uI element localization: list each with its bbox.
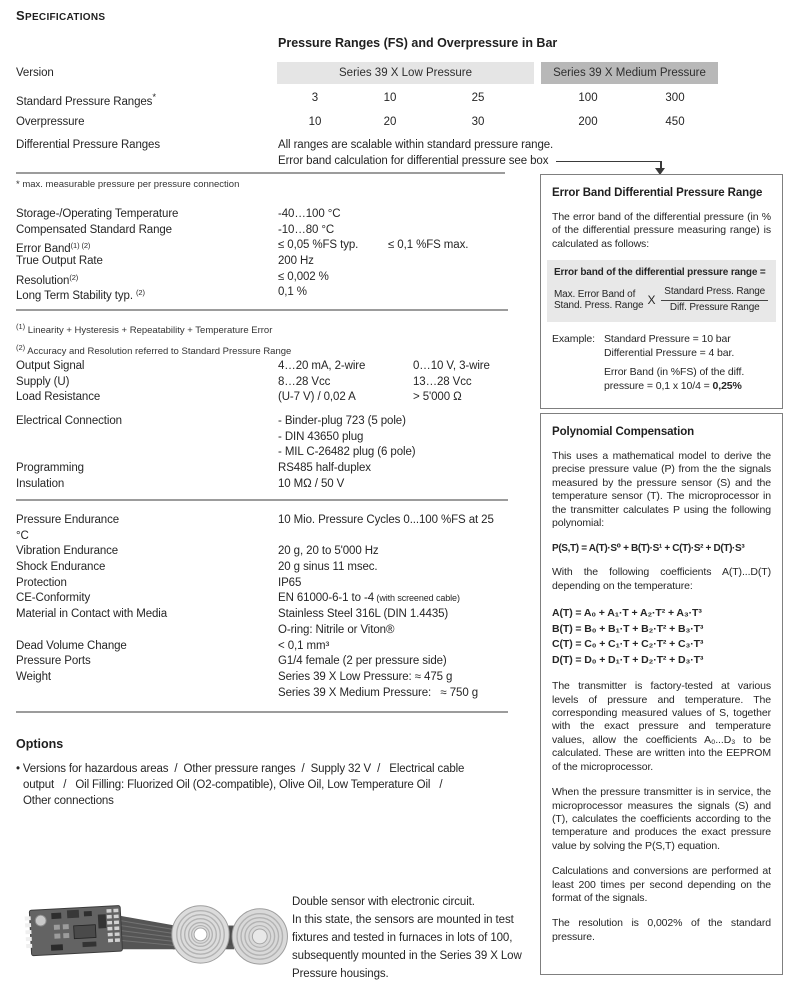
- overpressure-value: 10: [308, 116, 322, 128]
- spec-row: - DIN 43650 plug: [278, 430, 364, 443]
- std-range-value: 300: [665, 92, 685, 104]
- overpressure-value: 450: [665, 116, 685, 128]
- medium-pressure-header: Series 39 X Medium Pressure: [541, 62, 718, 84]
- differential-label: Differential Pressure Ranges: [16, 139, 161, 151]
- spec-footnotes: [16, 318, 291, 360]
- differential-note-2: Error band calculation for differential pressure see box: [278, 155, 662, 167]
- error-band-formula-box: [547, 260, 776, 322]
- pressure-table-title: Pressure Ranges (FS) and Overpressure in Bar: [278, 36, 558, 50]
- spec-row: Programming RS485 half-duplex: [16, 462, 371, 475]
- overpressure-value: 20: [383, 116, 397, 128]
- options-line: • Versions for hazardous areas / Other pressure ranges / Supply 32 V / Electrical cable: [16, 763, 465, 775]
- caption-line: Pressure housings.: [292, 968, 389, 980]
- page-title: SPECIFICATIONS: [16, 8, 106, 23]
- spec-row: - MIL C-26482 plug (6 pole): [278, 446, 416, 459]
- error-band-intro: The error band of the differential pressure (in % of the differential pressure measuring range) is calculated as follows:: [552, 211, 771, 250]
- spec-row: Resolution$^{(2)}$ ≤ 0,002 %: [16, 270, 329, 287]
- polynomial-box-title: Polynomial Compensation: [552, 426, 695, 438]
- spec-row: Vibration Endurance 20 g, 20 to 5'000 Hz: [16, 545, 379, 558]
- footnote-line: $^{(2)}$ Accuracy and Resolution referred to Standard Pressure Range: [16, 343, 292, 357]
- arrow-line: [556, 161, 662, 163]
- low-pressure-header: Series 39 X Low Pressure: [277, 62, 534, 84]
- std-range-value: 25: [471, 92, 485, 104]
- sensor-photo: [24, 888, 292, 972]
- sensor-caption: [292, 893, 522, 983]
- polynomial-para: Calculations and conversions are performed at least 200 times per second depending on the format of the signals.: [552, 865, 771, 904]
- formula-heading: Error band of the differential pressure range =: [554, 267, 766, 279]
- spec-row: Electrical Connection - Binder-plug 723 (5 pole): [16, 415, 406, 428]
- options-line: Other connections: [23, 795, 114, 807]
- version-label: Version: [16, 67, 54, 79]
- overpressure-value: 30: [471, 116, 485, 128]
- options-line: output / Oil Filling: Fluorized Oil (O2-compatible), Olive Oil, Low Temperature Oil /: [23, 779, 443, 791]
- spec-row: Dead Volume Change < 0,1 mm³: [16, 639, 330, 652]
- polynomial-para: When the pressure transmitter is in service, the microprocessor measures the signals (S) and (T), calculates the coefficients according to the temperature and produces the exact pressure value by solving the P(S,T) equation.: [552, 786, 771, 852]
- formula-row: [554, 286, 769, 314]
- spec-row: Material in Contact with Media Stainless Steel 316L (DIN 1.4435): [16, 608, 449, 621]
- error-band-box: [540, 174, 783, 409]
- spec-row: Load Resistance (U-7 V) / 0,02 A > 5'000 Ω: [16, 391, 462, 404]
- spec-row: True Output Rate 200 Hz: [16, 255, 314, 268]
- multiply-sign: X: [647, 293, 656, 308]
- polynomial-para: The transmitter is factory-tested at various levels of pressure and temperature. The corresponding measured values of S, together with the exact pressure and temperature values, allow the coefficients A₀...D₃ to be calculated. These are written into the EEPROM of the microprocessor.: [552, 680, 771, 773]
- spec-row: Supply (U) 8…28 Vcc 13…28 Vcc: [16, 375, 472, 388]
- section-divider: [16, 499, 508, 501]
- spec-row: Insulation 10 MΩ / 50 V: [16, 477, 345, 490]
- error-band-example: Example: Standard Pressure = 10 bar Differential Pressure = 4 bar. Error Band (in %FS) of the diff. pressure = 0,1 x 10/4 = 0,25%: [552, 333, 745, 392]
- spec-row: O-ring: Nitrile or Viton®: [278, 623, 395, 636]
- table-footnote: * max. measurable pressure per pressure connection: [16, 179, 240, 190]
- caption-line: subsequently mounted in the Series 39 X Low: [292, 950, 522, 962]
- specs-electrical-section: [16, 359, 531, 493]
- section-divider: [16, 309, 508, 311]
- differential-note-1: All ranges are scalable within standard pressure range.: [278, 139, 554, 151]
- spec-row: Shock Endurance 20 g sinus 11 msec.: [16, 561, 378, 574]
- spec-row: Output Signal 4…20 mA, 2-wire 0…10 V, 3-wire: [16, 360, 490, 372]
- specs-general-section: [16, 207, 531, 301]
- overpressure-value: 200: [578, 116, 598, 128]
- spec-row: Long Term Stability typ. $^{(2)}$ 0,1 %: [16, 286, 307, 303]
- spec-row: Protection IP65: [16, 576, 302, 589]
- polynomial-para: The resolution is 0,002% of the standard pressure.: [552, 917, 771, 943]
- spec-row: Weight Series 39 X Low Pressure: ≈ 475 g: [16, 670, 453, 683]
- caption-line: In this state, the sensors are mounted in test: [292, 914, 514, 926]
- spec-row: °C: [16, 529, 29, 542]
- options-list: [16, 761, 536, 809]
- footnote-line: $^{(1)}$ Linearity + Hysteresis + Repeatability + Temperature Error: [16, 322, 273, 336]
- spec-row: Storage-/Operating Temperature -40…100 °C: [16, 208, 341, 220]
- polynomial-para: This uses a mathematical model to derive the precise pressure value (P) from the the signals measured by the pressure sensor (S) and the temperature sensor (T). The microprocessor in the transmitter calculates P using the following polynomial:: [552, 450, 771, 530]
- formula-factor: Max. Error Band of Stand. Press. Range: [554, 288, 644, 312]
- spec-row: Error Band$^{(1) (2)}$ ≤ 0,05 %FS typ. ≤ 0,1 %FS max.: [16, 239, 469, 256]
- formula-fraction: $\frac{\text{Standard Press. Range}}{\text{Diff. Pressure Range}}$: [661, 286, 768, 314]
- polynomial-para: With the following coefficients A(T)...D(T) depending on the temperature:: [552, 566, 771, 592]
- overpressure-label: Overpressure: [16, 116, 85, 128]
- spec-row: Pressure Endurance 10 Mio. Pressure Cycles 0...100 %FS at 25: [16, 514, 494, 526]
- specs-mechanical-section: [16, 513, 531, 701]
- spec-row: Pressure Ports G1/4 female (2 per pressure side): [16, 655, 447, 668]
- std-range-value: 100: [578, 92, 598, 104]
- spec-row: CE-Conformity EN 61000-6-1 to -4 (with screened cable): [16, 592, 460, 605]
- std-range-value: 10: [383, 92, 397, 104]
- std-range-value: 3: [311, 92, 319, 104]
- coefficient-equations: A(T) = A₀ + A₁·T + A₂·T² + A₃·T³ B(T) = B₀ + B₁·T + B₂·T² + B₃·T³ C(T) = C₀ + C₁·T + C₂·T² + C₃·T³ D(T) = D₀ + D₁·T + D₂·T² + D₃·T³: [552, 607, 704, 666]
- spec-row: Compensated Standard Range -10…80 °C: [16, 223, 335, 236]
- caption-line: fixtures and tested in furnaces in lots of 100,: [292, 932, 513, 944]
- standard-pressure-label: Standard Pressure Ranges*: [16, 92, 156, 108]
- spec-row: Series 39 X Medium Pressure: ≈ 750 g: [278, 686, 479, 699]
- section-divider: [16, 711, 508, 713]
- polynomial-box: [540, 413, 783, 975]
- options-heading: Options: [16, 737, 64, 751]
- section-divider: [16, 172, 505, 174]
- caption-line: Double sensor with electronic circuit.: [292, 896, 475, 908]
- polynomial-formula: P(S,T) = A(T)·S⁰ + B(T)·S¹ + C(T)·S² + D(T)·S³: [552, 543, 745, 555]
- error-band-box-title: Error Band Differential Pressure Range: [552, 187, 763, 199]
